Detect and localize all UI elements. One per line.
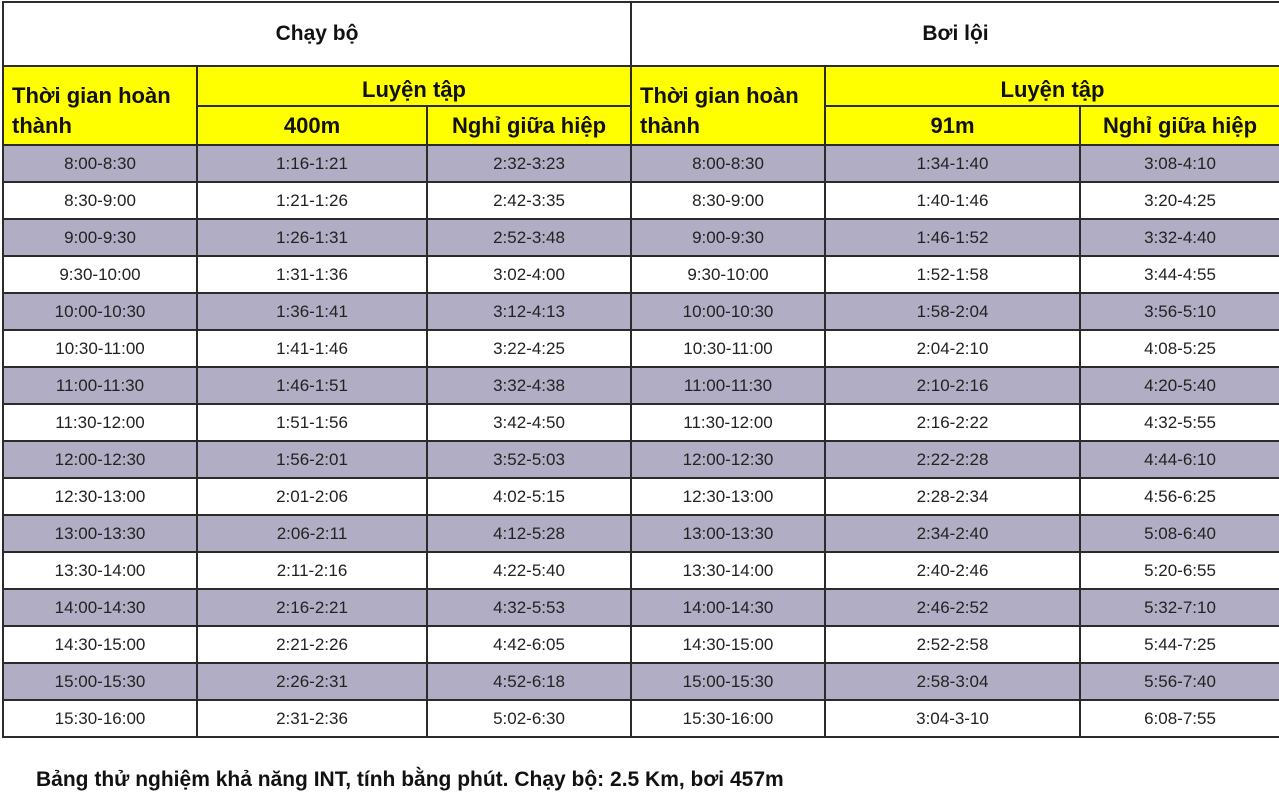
swimming-rest-cell: 5:44-7:25 (1080, 626, 1279, 663)
swimming-finish-time-cell: 12:00-12:30 (631, 441, 825, 478)
running-distance-header: 400m (197, 106, 427, 145)
running-rest-header: Nghỉ giữa hiệp (427, 106, 631, 145)
table-row (3, 441, 1279, 478)
running-rest-cell: 4:52-6:18 (427, 663, 631, 700)
running-400m-cell: 1:41-1:46 (197, 330, 427, 367)
running-finish-time-cell: 11:00-11:30 (3, 367, 197, 404)
swimming-rest-cell: 4:32-5:55 (1080, 404, 1279, 441)
swimming-91m-cell: 2:22-2:28 (825, 441, 1080, 478)
running-400m-cell: 1:16-1:21 (197, 145, 427, 182)
running-400m-cell: 2:16-2:21 (197, 589, 427, 626)
swimming-91m-cell: 2:40-2:46 (825, 552, 1080, 589)
swimming-finish-time-cell: 13:30-14:00 (631, 552, 825, 589)
int-test-table-container (2, 1, 1279, 738)
swimming-91m-cell: 2:10-2:16 (825, 367, 1080, 404)
swimming-91m-cell: 2:04-2:10 (825, 330, 1080, 367)
running-400m-cell: 2:01-2:06 (197, 478, 427, 515)
running-finish-time-cell: 10:30-11:00 (3, 330, 197, 367)
swimming-rest-cell: 3:56-5:10 (1080, 293, 1279, 330)
swimming-91m-cell: 2:16-2:22 (825, 404, 1080, 441)
table-row (3, 478, 1279, 515)
running-finish-time-cell: 12:00-12:30 (3, 441, 197, 478)
swimming-finish-time-cell: 9:00-9:30 (631, 219, 825, 256)
running-400m-cell: 2:31-2:36 (197, 700, 427, 737)
running-finish-time-cell: 15:30-16:00 (3, 700, 197, 737)
swimming-rest-cell: 3:20-4:25 (1080, 182, 1279, 219)
running-rest-cell: 3:42-4:50 (427, 404, 631, 441)
table-row (3, 700, 1279, 737)
running-rest-cell: 4:02-5:15 (427, 478, 631, 515)
running-rest-cell: 4:42-6:05 (427, 626, 631, 663)
running-400m-cell: 1:26-1:31 (197, 219, 427, 256)
swimming-finish-time-cell: 13:00-13:30 (631, 515, 825, 552)
swimming-finish-time-cell: 8:30-9:00 (631, 182, 825, 219)
running-finish-time-cell: 9:00-9:30 (3, 219, 197, 256)
swimming-91m-cell: 1:52-1:58 (825, 256, 1080, 293)
running-400m-cell: 1:31-1:36 (197, 256, 427, 293)
swimming-rest-cell: 5:56-7:40 (1080, 663, 1279, 700)
swimming-rest-cell: 4:56-6:25 (1080, 478, 1279, 515)
table-row (3, 626, 1279, 663)
running-rest-cell: 3:12-4:13 (427, 293, 631, 330)
swimming-header: Bơi lội (631, 2, 1279, 66)
swimming-rest-cell: 5:08-6:40 (1080, 515, 1279, 552)
table-row (3, 589, 1279, 626)
swimming-finish-time-cell: 8:00-8:30 (631, 145, 825, 182)
table-row (3, 330, 1279, 367)
swimming-91m-cell: 2:46-2:52 (825, 589, 1080, 626)
running-rest-cell: 4:22-5:40 (427, 552, 631, 589)
table-row (3, 182, 1279, 219)
table-header (3, 2, 1279, 145)
running-rest-cell: 4:32-5:53 (427, 589, 631, 626)
table-row (3, 293, 1279, 330)
swimming-rest-cell: 4:20-5:40 (1080, 367, 1279, 404)
running-finish-time-cell: 9:30-10:00 (3, 256, 197, 293)
swimming-finish-time-cell: 15:00-15:30 (631, 663, 825, 700)
swimming-rest-cell: 4:08-5:25 (1080, 330, 1279, 367)
swimming-91m-cell: 2:52-2:58 (825, 626, 1080, 663)
swimming-rest-header: Nghỉ giữa hiệp (1080, 106, 1279, 145)
running-rest-cell: 5:02-6:30 (427, 700, 631, 737)
swimming-rest-cell: 6:08-7:55 (1080, 700, 1279, 737)
table-row (3, 663, 1279, 700)
table-caption: Bảng thử nghiệm khả năng INT, tính bằng phút. Chạy bộ: 2.5 Km, bơi 457m (36, 768, 784, 791)
swimming-finish-time-cell: 10:30-11:00 (631, 330, 825, 367)
swimming-finish-time-cell: 10:00-10:30 (631, 293, 825, 330)
swimming-finish-time-cell: 14:30-15:00 (631, 626, 825, 663)
running-finish-time-header: Thời gian hoàn thành (3, 66, 197, 145)
sport-header-row (3, 2, 1279, 66)
running-finish-time-cell: 13:30-14:00 (3, 552, 197, 589)
table-row (3, 515, 1279, 552)
running-practice-header: Luyện tập (197, 66, 631, 106)
running-400m-cell: 2:06-2:11 (197, 515, 427, 552)
swimming-91m-cell: 1:58-2:04 (825, 293, 1080, 330)
swimming-distance-header: 91m (825, 106, 1080, 145)
running-finish-time-cell: 15:00-15:30 (3, 663, 197, 700)
running-400m-cell: 1:36-1:41 (197, 293, 427, 330)
swimming-rest-cell: 4:44-6:10 (1080, 441, 1279, 478)
swimming-finish-time-cell: 14:00-14:30 (631, 589, 825, 626)
running-400m-cell: 2:11-2:16 (197, 552, 427, 589)
running-finish-time-cell: 8:00-8:30 (3, 145, 197, 182)
running-rest-cell: 2:32-3:23 (427, 145, 631, 182)
running-rest-cell: 3:02-4:00 (427, 256, 631, 293)
running-finish-time-cell: 12:30-13:00 (3, 478, 197, 515)
running-400m-cell: 2:21-2:26 (197, 626, 427, 663)
table-row (3, 256, 1279, 293)
table-row (3, 219, 1279, 256)
swimming-finish-time-cell: 11:30-12:00 (631, 404, 825, 441)
swimming-rest-cell: 3:44-4:55 (1080, 256, 1279, 293)
running-400m-cell: 1:56-2:01 (197, 441, 427, 478)
running-rest-cell: 2:42-3:35 (427, 182, 631, 219)
running-400m-cell: 1:21-1:26 (197, 182, 427, 219)
swimming-91m-cell: 2:58-3:04 (825, 663, 1080, 700)
swimming-91m-cell: 2:28-2:34 (825, 478, 1080, 515)
swimming-91m-cell: 1:40-1:46 (825, 182, 1080, 219)
running-finish-time-cell: 14:30-15:00 (3, 626, 197, 663)
running-rest-cell: 2:52-3:48 (427, 219, 631, 256)
running-rest-cell: 3:32-4:38 (427, 367, 631, 404)
swimming-91m-cell: 1:34-1:40 (825, 145, 1080, 182)
swimming-rest-cell: 3:32-4:40 (1080, 219, 1279, 256)
swimming-rest-cell: 5:20-6:55 (1080, 552, 1279, 589)
running-rest-cell: 4:12-5:28 (427, 515, 631, 552)
swimming-finish-time-cell: 11:00-11:30 (631, 367, 825, 404)
swimming-practice-header: Luyện tập (825, 66, 1279, 106)
swimming-91m-cell: 3:04-3-10 (825, 700, 1080, 737)
swimming-91m-cell: 1:46-1:52 (825, 219, 1080, 256)
running-rest-cell: 3:52-5:03 (427, 441, 631, 478)
running-finish-time-cell: 8:30-9:00 (3, 182, 197, 219)
running-rest-cell: 3:22-4:25 (427, 330, 631, 367)
swimming-finish-time-cell: 12:30-13:00 (631, 478, 825, 515)
int-test-table (2, 1, 1279, 738)
running-finish-time-cell: 11:30-12:00 (3, 404, 197, 441)
running-400m-cell: 2:26-2:31 (197, 663, 427, 700)
table-row (3, 552, 1279, 589)
practice-header-row (3, 66, 1279, 106)
table-body (3, 145, 1279, 737)
swimming-rest-cell: 3:08-4:10 (1080, 145, 1279, 182)
swimming-91m-cell: 2:34-2:40 (825, 515, 1080, 552)
running-finish-time-cell: 14:00-14:30 (3, 589, 197, 626)
running-header: Chạy bộ (3, 2, 631, 66)
running-400m-cell: 1:51-1:56 (197, 404, 427, 441)
swimming-finish-time-cell: 15:30-16:00 (631, 700, 825, 737)
swimming-finish-time-cell: 9:30-10:00 (631, 256, 825, 293)
running-400m-cell: 1:46-1:51 (197, 367, 427, 404)
table-row (3, 404, 1279, 441)
running-finish-time-cell: 10:00-10:30 (3, 293, 197, 330)
swimming-rest-cell: 5:32-7:10 (1080, 589, 1279, 626)
running-finish-time-cell: 13:00-13:30 (3, 515, 197, 552)
swimming-finish-time-header: Thời gian hoàn thành (631, 66, 825, 145)
table-row (3, 367, 1279, 404)
table-row (3, 145, 1279, 182)
